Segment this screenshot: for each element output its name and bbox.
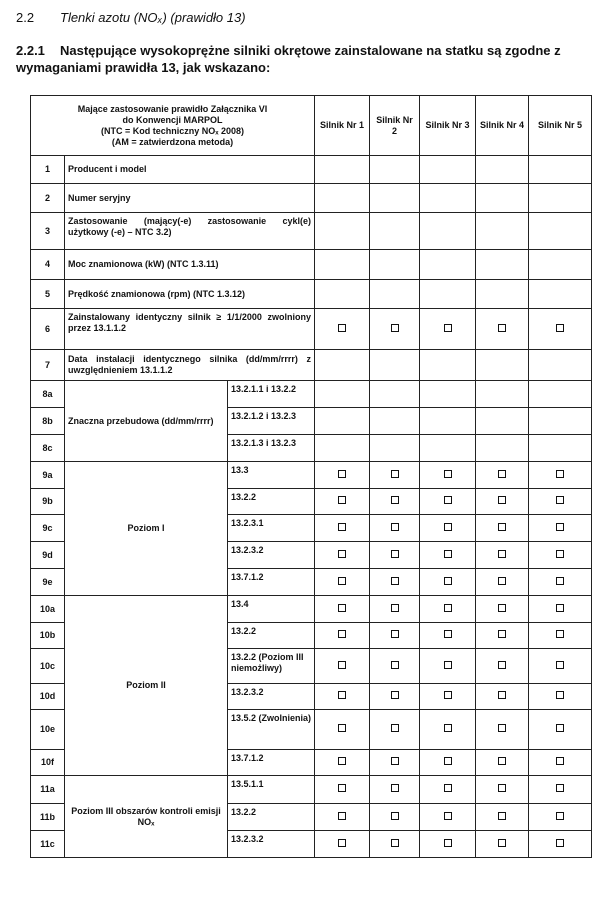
row-8a-engine-5-cell bbox=[529, 381, 592, 408]
checkbox[interactable] bbox=[498, 757, 506, 765]
checkbox[interactable] bbox=[498, 496, 506, 504]
row-5-engine-4-cell bbox=[476, 280, 529, 309]
row-8a-engine-3-cell bbox=[420, 381, 476, 408]
row-1-engine-3-cell bbox=[420, 156, 476, 184]
row-9a-engine-4-cell[interactable] bbox=[476, 462, 529, 489]
checkbox[interactable] bbox=[444, 630, 452, 638]
checkbox[interactable] bbox=[391, 724, 399, 732]
checkbox[interactable] bbox=[338, 724, 346, 732]
row-9c-engine-5-cell[interactable] bbox=[529, 515, 592, 542]
checkbox[interactable] bbox=[498, 523, 506, 531]
row-11a-engine-4-cell[interactable] bbox=[476, 776, 529, 804]
row-5-engine-1-cell bbox=[315, 280, 370, 309]
row-11c-engine-3-cell[interactable] bbox=[420, 831, 476, 858]
checkbox[interactable] bbox=[498, 550, 506, 558]
subsection-heading bbox=[16, 42, 596, 76]
engine-header-4: Silnik Nr 4 bbox=[476, 96, 529, 156]
row-4-engine-1-cell bbox=[315, 250, 370, 280]
row-8b-engine-3-cell bbox=[420, 408, 476, 435]
row-10b-engine-1-cell[interactable] bbox=[315, 623, 370, 649]
regulation-header bbox=[31, 96, 315, 156]
row-10f-engine-3-cell[interactable] bbox=[420, 750, 476, 776]
row-3-engine-4-cell bbox=[476, 213, 529, 250]
table-row bbox=[31, 462, 592, 489]
group-label: Poziom III obszarów kontroli emisji NOₓ bbox=[65, 776, 228, 858]
row-9b-engine-3-cell[interactable] bbox=[420, 489, 476, 515]
table-row bbox=[31, 213, 592, 250]
regulation-ref: 13.2.1.1 i 13.2.2 bbox=[228, 381, 315, 408]
checkbox[interactable] bbox=[391, 604, 399, 612]
checkbox[interactable] bbox=[498, 691, 506, 699]
table-row bbox=[31, 381, 592, 408]
row-6-engine-1-cell[interactable] bbox=[315, 309, 370, 350]
row-number: 10e bbox=[31, 710, 65, 750]
engine-compliance-table bbox=[30, 95, 592, 858]
row-2-engine-2-cell bbox=[370, 184, 420, 213]
row-9c-engine-2-cell[interactable] bbox=[370, 515, 420, 542]
regulation-ref: 13.2.2 (Poziom III niemożliwy) bbox=[228, 649, 315, 684]
row-4-engine-3-cell bbox=[420, 250, 476, 280]
group-label: Znaczna przebudowa (dd/mm/rrrr) bbox=[65, 381, 228, 462]
row-8a-engine-4-cell bbox=[476, 381, 529, 408]
row-9d-engine-3-cell[interactable] bbox=[420, 542, 476, 569]
row-10a-engine-1-cell[interactable] bbox=[315, 596, 370, 623]
regulation-ref: 13.2.1.3 i 13.2.3 bbox=[228, 435, 315, 462]
row-8c-engine-4-cell bbox=[476, 435, 529, 462]
checkbox[interactable] bbox=[444, 324, 452, 332]
row-8c-engine-1-cell bbox=[315, 435, 370, 462]
header-line4: (AM = zatwierdzona metoda) bbox=[111, 136, 234, 147]
row-10c-engine-3-cell[interactable] bbox=[420, 649, 476, 684]
checkbox[interactable] bbox=[338, 784, 346, 792]
row-10d-engine-4-cell[interactable] bbox=[476, 684, 529, 710]
row-6-engine-3-cell[interactable] bbox=[420, 309, 476, 350]
engine-header-1: Silnik Nr 1 bbox=[315, 96, 370, 156]
row-number: 8b bbox=[31, 408, 65, 435]
row-11b-engine-1-cell[interactable] bbox=[315, 804, 370, 831]
checkbox[interactable] bbox=[444, 577, 452, 585]
regulation-ref: 13.2.3.1 bbox=[228, 515, 315, 542]
checkbox[interactable] bbox=[391, 470, 399, 478]
row-9e-engine-1-cell[interactable] bbox=[315, 569, 370, 596]
regulation-ref: 13.2.2 bbox=[228, 804, 315, 831]
row-11b-engine-5-cell[interactable] bbox=[529, 804, 592, 831]
row-6-engine-2-cell[interactable] bbox=[370, 309, 420, 350]
regulation-ref: 13.2.3.2 bbox=[228, 831, 315, 858]
row-2-engine-3-cell bbox=[420, 184, 476, 213]
checkbox[interactable] bbox=[338, 496, 346, 504]
row-8a-engine-1-cell bbox=[315, 381, 370, 408]
row-10d-engine-2-cell[interactable] bbox=[370, 684, 420, 710]
header-line1: Mające zastosowanie prawidło Załącznika VI bbox=[77, 103, 268, 114]
row-5-engine-2-cell bbox=[370, 280, 420, 309]
row-3-engine-5-cell bbox=[529, 213, 592, 250]
row-9b-engine-4-cell[interactable] bbox=[476, 489, 529, 515]
row-10a-engine-5-cell[interactable] bbox=[529, 596, 592, 623]
row-1-engine-2-cell bbox=[370, 156, 420, 184]
row-number: 4 bbox=[31, 250, 65, 280]
checkbox[interactable] bbox=[391, 630, 399, 638]
checkbox[interactable] bbox=[556, 496, 564, 504]
checkbox[interactable] bbox=[556, 630, 564, 638]
row-9e-engine-3-cell[interactable] bbox=[420, 569, 476, 596]
checkbox[interactable] bbox=[338, 691, 346, 699]
row-10e-engine-5-cell[interactable] bbox=[529, 710, 592, 750]
table-row bbox=[31, 156, 592, 184]
row-8c-engine-5-cell bbox=[529, 435, 592, 462]
row-11b-engine-4-cell[interactable] bbox=[476, 804, 529, 831]
row-number: 11a bbox=[31, 776, 65, 804]
checkbox[interactable] bbox=[391, 757, 399, 765]
checkbox[interactable] bbox=[498, 812, 506, 820]
row-2-engine-1-cell bbox=[315, 184, 370, 213]
regulation-ref: 13.7.1.2 bbox=[228, 569, 315, 596]
checkbox[interactable] bbox=[444, 757, 452, 765]
checkbox[interactable] bbox=[556, 812, 564, 820]
checkbox[interactable] bbox=[391, 812, 399, 820]
row-8c-engine-3-cell bbox=[420, 435, 476, 462]
checkbox[interactable] bbox=[556, 324, 564, 332]
table-row bbox=[31, 280, 592, 309]
row-9d-engine-2-cell[interactable] bbox=[370, 542, 420, 569]
checkbox[interactable] bbox=[556, 691, 564, 699]
row-11a-engine-2-cell[interactable] bbox=[370, 776, 420, 804]
table-header-row bbox=[31, 96, 592, 156]
row-number: 9b bbox=[31, 489, 65, 515]
row-10b-engine-4-cell[interactable] bbox=[476, 623, 529, 649]
row-10e-engine-3-cell[interactable] bbox=[420, 710, 476, 750]
checkbox[interactable] bbox=[444, 661, 452, 669]
row-4-engine-5-cell bbox=[529, 250, 592, 280]
row-number: 8a bbox=[31, 381, 65, 408]
checkbox[interactable] bbox=[556, 550, 564, 558]
regulation-ref: 13.5.2 (Zwolnienia) bbox=[228, 710, 315, 750]
checkbox[interactable] bbox=[338, 550, 346, 558]
row-number: 10b bbox=[31, 623, 65, 649]
row-number: 10c bbox=[31, 649, 65, 684]
row-3-engine-2-cell bbox=[370, 213, 420, 250]
row-number: 11c bbox=[31, 831, 65, 858]
checkbox[interactable] bbox=[498, 324, 506, 332]
checkbox[interactable] bbox=[444, 724, 452, 732]
checkbox[interactable] bbox=[498, 839, 506, 847]
checkbox[interactable] bbox=[498, 630, 506, 638]
checkbox[interactable] bbox=[444, 839, 452, 847]
row-label: Prędkość znamionowa (rpm) (NTC 1.3.12) bbox=[65, 280, 315, 309]
row-9e-engine-5-cell[interactable] bbox=[529, 569, 592, 596]
row-4-engine-4-cell bbox=[476, 250, 529, 280]
row-5-engine-5-cell bbox=[529, 280, 592, 309]
row-9d-engine-4-cell[interactable] bbox=[476, 542, 529, 569]
table-row bbox=[31, 596, 592, 623]
row-number: 9e bbox=[31, 569, 65, 596]
checkbox[interactable] bbox=[556, 661, 564, 669]
row-9e-engine-4-cell[interactable] bbox=[476, 569, 529, 596]
checkbox[interactable] bbox=[444, 691, 452, 699]
checkbox[interactable] bbox=[556, 470, 564, 478]
row-10d-engine-5-cell[interactable] bbox=[529, 684, 592, 710]
row-9b-engine-5-cell[interactable] bbox=[529, 489, 592, 515]
table-row bbox=[31, 250, 592, 280]
row-number: 1 bbox=[31, 156, 65, 184]
row-10b-engine-3-cell[interactable] bbox=[420, 623, 476, 649]
subsection-number: 2.2.1 bbox=[16, 43, 45, 58]
checkbox[interactable] bbox=[498, 784, 506, 792]
row-10e-engine-2-cell[interactable] bbox=[370, 710, 420, 750]
row-label: Zastosowanie (mający(-e) zastosowanie cykl(e) użytkowy (-e) – NTC 3.2) bbox=[65, 213, 315, 250]
row-11b-engine-2-cell[interactable] bbox=[370, 804, 420, 831]
section-heading bbox=[16, 10, 246, 25]
row-9a-engine-1-cell[interactable] bbox=[315, 462, 370, 489]
row-8a-engine-2-cell bbox=[370, 381, 420, 408]
header-line2: do Konwencji MARPOL bbox=[122, 114, 223, 125]
row-6-engine-4-cell[interactable] bbox=[476, 309, 529, 350]
row-11c-engine-4-cell[interactable] bbox=[476, 831, 529, 858]
row-7-engine-3-cell bbox=[420, 350, 476, 381]
row-8b-engine-1-cell bbox=[315, 408, 370, 435]
checkbox[interactable] bbox=[338, 324, 346, 332]
checkbox[interactable] bbox=[556, 523, 564, 531]
engine-header-5: Silnik Nr 5 bbox=[529, 96, 592, 156]
row-10a-engine-2-cell[interactable] bbox=[370, 596, 420, 623]
row-number: 6 bbox=[31, 309, 65, 350]
checkbox[interactable] bbox=[556, 757, 564, 765]
row-3-engine-3-cell bbox=[420, 213, 476, 250]
checkbox[interactable] bbox=[498, 470, 506, 478]
row-11a-engine-3-cell[interactable] bbox=[420, 776, 476, 804]
table-row bbox=[31, 184, 592, 213]
table-row bbox=[31, 309, 592, 350]
checkbox[interactable] bbox=[338, 604, 346, 612]
row-10a-engine-3-cell[interactable] bbox=[420, 596, 476, 623]
checkbox[interactable] bbox=[391, 691, 399, 699]
checkbox[interactable] bbox=[498, 604, 506, 612]
checkbox[interactable] bbox=[444, 604, 452, 612]
row-11c-engine-2-cell[interactable] bbox=[370, 831, 420, 858]
checkbox[interactable] bbox=[391, 523, 399, 531]
row-6-engine-5-cell[interactable] bbox=[529, 309, 592, 350]
row-9a-engine-3-cell[interactable] bbox=[420, 462, 476, 489]
checkbox[interactable] bbox=[498, 724, 506, 732]
row-9c-engine-3-cell[interactable] bbox=[420, 515, 476, 542]
group-label: Poziom II bbox=[65, 596, 228, 776]
row-9c-engine-1-cell[interactable] bbox=[315, 515, 370, 542]
row-11c-engine-5-cell[interactable] bbox=[529, 831, 592, 858]
checkbox[interactable] bbox=[391, 839, 399, 847]
checkbox[interactable] bbox=[556, 604, 564, 612]
group-label: Poziom I bbox=[65, 462, 228, 596]
row-2-engine-5-cell bbox=[529, 184, 592, 213]
row-7-engine-4-cell bbox=[476, 350, 529, 381]
checkbox[interactable] bbox=[556, 839, 564, 847]
row-number: 3 bbox=[31, 213, 65, 250]
checkbox[interactable] bbox=[338, 523, 346, 531]
row-8b-engine-4-cell bbox=[476, 408, 529, 435]
row-number: 10f bbox=[31, 750, 65, 776]
row-10b-engine-5-cell[interactable] bbox=[529, 623, 592, 649]
regulation-ref: 13.2.3.2 bbox=[228, 684, 315, 710]
checkbox[interactable] bbox=[338, 630, 346, 638]
checkbox[interactable] bbox=[556, 784, 564, 792]
subsection-text: Następujące wysokoprężne silniki okrętowe zainstalowane na statku są zgodne z wymaganiami prawidła 13, jak wskazano: bbox=[16, 43, 561, 75]
row-label: Zainstalowany identyczny silnik ≥ 1/1/2000 zwolniony przez 13.1.1.2 bbox=[65, 309, 315, 350]
checkbox[interactable] bbox=[338, 812, 346, 820]
checkbox[interactable] bbox=[556, 724, 564, 732]
checkbox[interactable] bbox=[444, 812, 452, 820]
header-line3: (NTC = Kod techniczny NOₓ 2008) bbox=[100, 125, 245, 136]
row-number: 10d bbox=[31, 684, 65, 710]
checkbox[interactable] bbox=[556, 577, 564, 585]
row-1-engine-1-cell bbox=[315, 156, 370, 184]
section-number: 2.2 bbox=[16, 10, 35, 25]
engine-header-2: Silnik Nr 2 bbox=[370, 96, 420, 156]
checkbox[interactable] bbox=[444, 496, 452, 504]
regulation-ref: 13.2.2 bbox=[228, 489, 315, 515]
row-number: 5 bbox=[31, 280, 65, 309]
regulation-ref: 13.2.2 bbox=[228, 623, 315, 649]
row-7-engine-5-cell bbox=[529, 350, 592, 381]
checkbox[interactable] bbox=[444, 784, 452, 792]
checkbox[interactable] bbox=[444, 550, 452, 558]
row-number: 10a bbox=[31, 596, 65, 623]
row-10f-engine-1-cell[interactable] bbox=[315, 750, 370, 776]
row-number: 7 bbox=[31, 350, 65, 381]
engine-header-3: Silnik Nr 3 bbox=[420, 96, 476, 156]
row-10a-engine-4-cell[interactable] bbox=[476, 596, 529, 623]
checkbox[interactable] bbox=[444, 523, 452, 531]
row-10c-engine-2-cell[interactable] bbox=[370, 649, 420, 684]
row-10d-engine-3-cell[interactable] bbox=[420, 684, 476, 710]
row-11a-engine-5-cell[interactable] bbox=[529, 776, 592, 804]
checkbox[interactable] bbox=[391, 324, 399, 332]
row-label: Producent i model bbox=[65, 156, 315, 184]
row-7-engine-1-cell bbox=[315, 350, 370, 381]
row-9b-engine-2-cell[interactable] bbox=[370, 489, 420, 515]
row-10b-engine-2-cell[interactable] bbox=[370, 623, 420, 649]
row-number: 9a bbox=[31, 462, 65, 489]
row-10f-engine-2-cell[interactable] bbox=[370, 750, 420, 776]
row-2-engine-4-cell bbox=[476, 184, 529, 213]
row-9b-engine-1-cell[interactable] bbox=[315, 489, 370, 515]
row-10c-engine-5-cell[interactable] bbox=[529, 649, 592, 684]
row-number: 8c bbox=[31, 435, 65, 462]
table-row bbox=[31, 350, 592, 381]
regulation-ref: 13.5.1.1 bbox=[228, 776, 315, 804]
row-9d-engine-5-cell[interactable] bbox=[529, 542, 592, 569]
regulation-ref: 13.3 bbox=[228, 462, 315, 489]
row-9d-engine-1-cell[interactable] bbox=[315, 542, 370, 569]
row-8c-engine-2-cell bbox=[370, 435, 420, 462]
row-8b-engine-2-cell bbox=[370, 408, 420, 435]
row-9c-engine-4-cell[interactable] bbox=[476, 515, 529, 542]
row-10d-engine-1-cell[interactable] bbox=[315, 684, 370, 710]
row-number: 11b bbox=[31, 804, 65, 831]
row-1-engine-4-cell bbox=[476, 156, 529, 184]
row-7-engine-2-cell bbox=[370, 350, 420, 381]
row-number: 2 bbox=[31, 184, 65, 213]
row-10f-engine-5-cell[interactable] bbox=[529, 750, 592, 776]
checkbox[interactable] bbox=[444, 470, 452, 478]
row-11a-engine-1-cell[interactable] bbox=[315, 776, 370, 804]
row-11b-engine-3-cell[interactable] bbox=[420, 804, 476, 831]
table-row bbox=[31, 776, 592, 804]
checkbox[interactable] bbox=[391, 550, 399, 558]
row-9a-engine-5-cell[interactable] bbox=[529, 462, 592, 489]
row-label: Numer seryjny bbox=[65, 184, 315, 213]
row-4-engine-2-cell bbox=[370, 250, 420, 280]
section-title: Tlenki azotu (NOₓ) (prawidło 13) bbox=[60, 10, 246, 25]
row-label: Moc znamionowa (kW) (NTC 1.3.11) bbox=[65, 250, 315, 280]
regulation-ref: 13.7.1.2 bbox=[228, 750, 315, 776]
row-11c-engine-1-cell[interactable] bbox=[315, 831, 370, 858]
regulation-ref: 13.4 bbox=[228, 596, 315, 623]
checkbox[interactable] bbox=[391, 784, 399, 792]
checkbox[interactable] bbox=[391, 577, 399, 585]
row-10c-engine-1-cell[interactable] bbox=[315, 649, 370, 684]
row-9a-engine-2-cell[interactable] bbox=[370, 462, 420, 489]
regulation-ref: 13.2.3.2 bbox=[228, 542, 315, 569]
row-8b-engine-5-cell bbox=[529, 408, 592, 435]
row-number: 9d bbox=[31, 542, 65, 569]
checkbox[interactable] bbox=[391, 496, 399, 504]
row-label: Data instalacji identycznego silnika (dd/mm/rrrr) z uwzględnieniem 13.1.1.2 bbox=[65, 350, 315, 381]
checkbox[interactable] bbox=[498, 661, 506, 669]
row-10e-engine-1-cell[interactable] bbox=[315, 710, 370, 750]
row-number: 9c bbox=[31, 515, 65, 542]
checkbox[interactable] bbox=[338, 577, 346, 585]
row-9e-engine-2-cell[interactable] bbox=[370, 569, 420, 596]
checkbox[interactable] bbox=[338, 757, 346, 765]
checkbox[interactable] bbox=[338, 661, 346, 669]
row-5-engine-3-cell bbox=[420, 280, 476, 309]
row-10e-engine-4-cell[interactable] bbox=[476, 710, 529, 750]
checkbox[interactable] bbox=[338, 839, 346, 847]
row-1-engine-5-cell bbox=[529, 156, 592, 184]
regulation-ref: 13.2.1.2 i 13.2.3 bbox=[228, 408, 315, 435]
checkbox[interactable] bbox=[338, 470, 346, 478]
row-3-engine-1-cell bbox=[315, 213, 370, 250]
checkbox[interactable] bbox=[391, 661, 399, 669]
row-10c-engine-4-cell[interactable] bbox=[476, 649, 529, 684]
row-10f-engine-4-cell[interactable] bbox=[476, 750, 529, 776]
checkbox[interactable] bbox=[498, 577, 506, 585]
